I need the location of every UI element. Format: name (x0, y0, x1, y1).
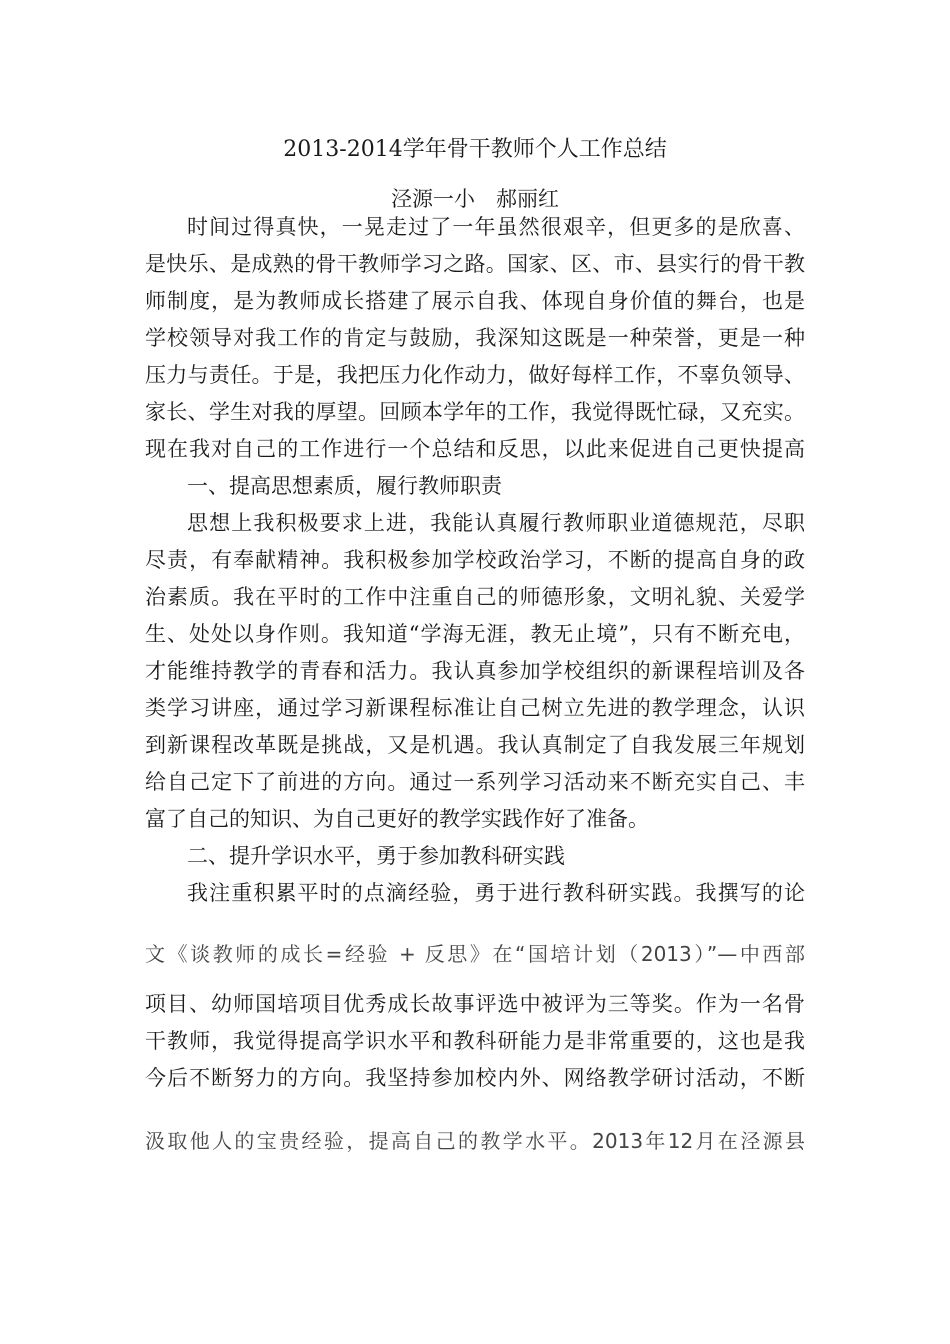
paragraph-line: 今后不断努力的方向。我坚持参加校内外、网络教学研讨活动，不断 (145, 1066, 805, 1090)
paragraph-line: 干教师，我觉得提高学识水平和教科研能力是非常重要的，这也是我 (145, 1029, 805, 1053)
section-heading: 二、提升学识水平，勇于参加教科研实践 (187, 844, 565, 868)
paragraph-line: 时间过得真快，一晃走过了一年虽然很艰辛，但更多的是欣喜、 (187, 215, 805, 239)
paragraph-line: 思想上我积极要求上进，我能认真履行教师职业道德规范，尽职 (187, 511, 805, 535)
paragraph-line: 生、处处以身作则。我知道“学海无涯，教无止境”，只有不断充电， (145, 622, 805, 646)
paragraph-line: 学校领导对我工作的肯定与鼓励，我深知这既是一种荣誉，更是一种 (145, 326, 805, 350)
document-title: 2013-2014学年骨干教师个人工作总结 (283, 137, 667, 162)
paragraph-line: 到新课程改革既是挑战，又是机遇。我认真制定了自我发展三年规划 (145, 733, 805, 757)
paragraph-line: 给自己定下了前进的方向。通过一系列学习活动来不断充实自己、丰 (145, 770, 805, 794)
section-heading: 一、提高思想素质，履行教师职责 (187, 474, 502, 498)
paragraph-line: 压力与责任。于是，我把压力化作动力，做好每样工作，不辜负领导、 (145, 363, 805, 387)
paragraph-line: 家长、学生对我的厚望。回顾本学年的工作，我觉得既忙碌，又充实。 (145, 400, 805, 424)
paragraph-line: 富了自己的知识、为自己更好的教学实践作好了准备。 (145, 807, 649, 831)
paragraph-line: 文《谈教师的成长=经验 + 反思》在“国培计划（2013）”—中西部 (145, 942, 805, 966)
paragraph-line: 项目、幼师国培项目优秀成长故事评选中被评为三等奖。作为一名骨 (145, 992, 805, 1016)
paragraph-line: 汲取他人的宝贵经验，提高自己的教学水平。2013年12月在泾源县 (145, 1129, 805, 1153)
paragraph-line: 我注重积累平时的点滴经验，勇于进行教科研实践。我撰写的论 (187, 881, 805, 905)
paragraph-line: 师制度，是为教师成长搭建了展示自我、体现自身价值的舞台，也是 (145, 289, 805, 313)
paragraph-line: 是快乐、是成熟的骨干教师学习之路。国家、区、市、县实行的骨干教 (145, 252, 805, 276)
paragraph-line: 类学习讲座，通过学习新课程标准让自己树立先进的教学理念，认识 (145, 696, 805, 720)
document-author: 泾源一小 郝丽红 (391, 187, 559, 211)
paragraph-line: 尽责，有奉献精神。我积极参加学校政治学习，不断的提高自身的政 (145, 548, 805, 572)
paragraph-line: 现在我对自己的工作进行一个总结和反思，以此来促进自己更快提高 (145, 437, 805, 461)
paragraph-line: 才能维持教学的青春和活力。我认真参加学校组织的新课程培训及各 (145, 659, 805, 683)
paragraph-line: 治素质。我在平时的工作中注重自己的师德形象，文明礼貌、关爱学 (145, 585, 805, 609)
